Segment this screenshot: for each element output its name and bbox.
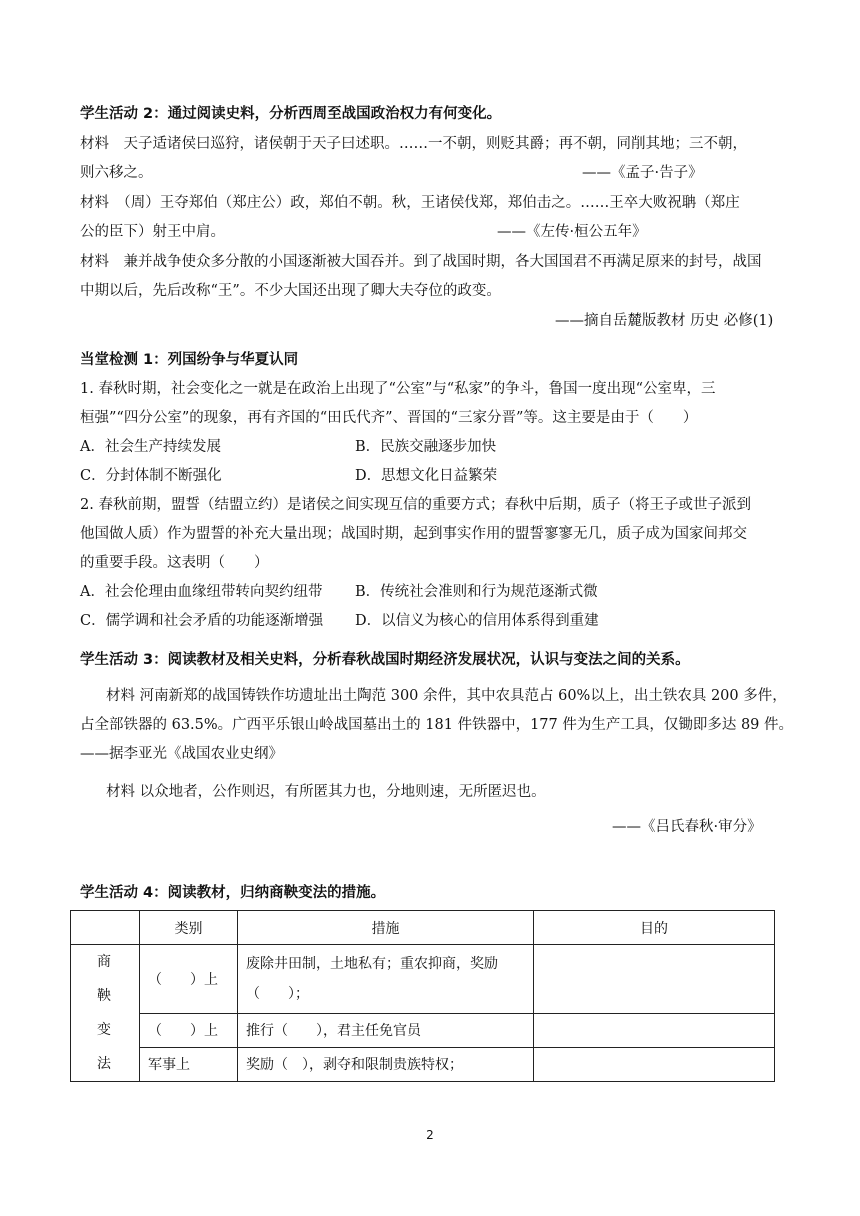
measure-cell[interactable]: 奖励（ ），剥夺和限制贵族特权； xyxy=(238,1047,534,1081)
page-number: 2 xyxy=(426,1128,434,1142)
table-corner-cell xyxy=(71,911,140,945)
option-c: C．分封体制不断强化 xyxy=(80,468,222,484)
measure-line: 废除井田制，土地私有；重农抑商，奖励 xyxy=(246,955,498,972)
question-text: 1. 春秋时期，社会变化之一就是在政治上出现了“公室”与“私家”的争斗，鲁国一度出现“公室卑，三 xyxy=(80,381,716,397)
material-source: ——《吕氏春秋·审分》 xyxy=(612,819,762,835)
table-header-row xyxy=(71,911,775,945)
category-cell[interactable]: （ ）上 xyxy=(140,945,238,1014)
header-purpose: 目的 xyxy=(534,911,775,945)
question-text: 桓强”“四分公室”的现象，再有齐国的“田氏代齐”、晋国的“三家分晋”等。这主要是由于（ ） xyxy=(80,410,698,426)
table-row xyxy=(71,1013,775,1047)
table-row xyxy=(71,945,775,1014)
activity4-heading: 学生活动 4：阅读教材，归纳商鞅变法的措施。 xyxy=(80,885,386,901)
purpose-cell[interactable] xyxy=(534,1047,775,1081)
category-cell: 军事上 xyxy=(140,1047,238,1081)
option-b: B．传统社会准则和行为规范逐渐式微 xyxy=(355,584,598,600)
measure-line: （ ）； xyxy=(246,985,309,1002)
material-paragraph: 材料 兼并战争使众多分散的小国逐渐被大国吞并。到了战国时期，各大国国君不再满足原来的封号，战国 xyxy=(80,254,762,270)
category-cell[interactable]: （ ）上 xyxy=(140,1013,238,1047)
material-paragraph: 则六移之。 xyxy=(80,165,153,181)
reform-measures-table xyxy=(70,910,775,1082)
material-paragraph: 占全部铁器的 63.5%。广西平乐银山岭战国墓出土的 181 件铁器中，177 件为生产工具，仅锄即多达 89 件。 xyxy=(80,717,794,733)
table-row xyxy=(71,1047,775,1081)
measure-cell[interactable] xyxy=(238,945,534,1014)
group-label-cell xyxy=(71,945,140,1082)
material-source: ——据李亚光《战国农业史纲》 xyxy=(80,746,283,762)
option-c: C．儒学调和社会矛盾的功能逐渐增强 xyxy=(80,613,324,629)
activity3-heading: 学生活动 3：阅读教材及相关史料，分析春秋战国时期经济发展状况，认识与变法之间的关系。 xyxy=(80,652,690,668)
option-a: A．社会生产持续发展 xyxy=(80,439,221,455)
material-paragraph: 中期以后，先后改称“王”。不少大国还出现了卿大夫夺位的政变。 xyxy=(80,283,501,299)
question-text: 他国做人质）作为盟誓的补充大量出现；战国时期，起到事实作用的盟誓寥寥无几，质子成为国家间邦交 xyxy=(80,526,747,542)
material-paragraph: 材料 天子适诸侯曰巡狩，诸侯朝于天子曰述职。……一不朝，则贬其爵；再不朝，同削其地；三不朝， xyxy=(80,136,747,152)
check1-heading: 当堂检测 1：列国纷争与华夏认同 xyxy=(80,352,299,368)
option-a: A．社会伦理由血缘纽带转向契约纽带 xyxy=(80,584,323,600)
header-measure: 措施 xyxy=(238,911,534,945)
activity2-heading: 学生活动 2：通过阅读史料，分析西周至战国政治权力有何变化。 xyxy=(80,106,502,122)
question-text: 的重要手段。这表明（ ） xyxy=(80,555,269,571)
material-paragraph: 材料 河南新郑的战国铸铁作坊遗址出土陶范 300 余件，其中农具范占 60%以上，出土铁农具 200 多件， xyxy=(106,688,787,704)
question-text: 2. 春秋前期，盟誓（结盟立约）是诸侯之间实现互信的重要方式；春秋中后期，质子（将王子或世子派到 xyxy=(80,497,751,513)
option-d: D．以信义为核心的信用体系得到重建 xyxy=(355,613,599,629)
material-paragraph: 公的臣下）射王中肩。 xyxy=(80,224,225,240)
material-paragraph: 材料 （周）王夺郑伯（郑庄公）政，郑伯不朝。秋，王诸侯伐郑，郑伯击之。……王卒大败祝聃（郑庄 xyxy=(80,195,740,211)
material-source: ——《孟子·告子》 xyxy=(582,165,703,181)
group-label: 商鞅变法 xyxy=(96,954,113,1072)
material-source: ——《左传·桓公五年》 xyxy=(497,224,647,240)
option-d: D．思想文化日益繁荣 xyxy=(355,468,498,484)
material-paragraph: 材料 以众地者，公作则迟，有所匿其力也，分地则速，无所匿迟也。 xyxy=(106,784,546,800)
material-source: ——摘自岳麓版教材 历史 必修(1) xyxy=(555,313,774,329)
purpose-cell[interactable] xyxy=(534,945,775,1014)
purpose-cell[interactable] xyxy=(534,1013,775,1047)
option-b: B．民族交融逐步加快 xyxy=(355,439,497,455)
header-category: 类别 xyxy=(140,911,238,945)
measure-cell[interactable]: 推行（ ），君主任免官员 xyxy=(238,1013,534,1047)
